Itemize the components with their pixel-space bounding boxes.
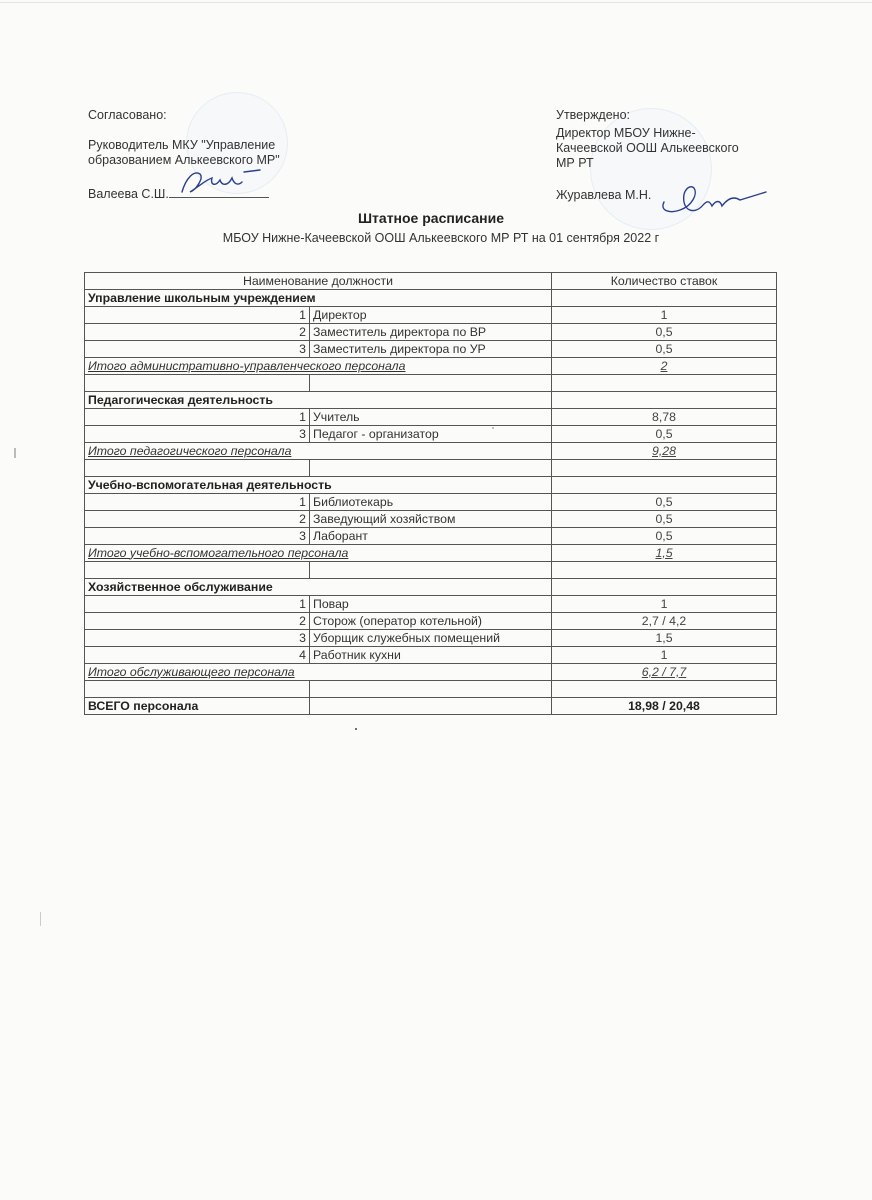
row-rate: 8,78	[552, 409, 777, 426]
approval-right-label: Утверждено:	[556, 108, 631, 122]
subtotal-label: Итого административно-управленческого персонала	[85, 358, 552, 375]
row-title: Заместитель директора по ВР	[310, 324, 552, 341]
row-rate: 0,5	[552, 426, 777, 443]
row-number: 2	[85, 324, 310, 341]
row-number: 3	[85, 630, 310, 647]
row-rate: 1	[552, 307, 777, 324]
row-number: 3	[85, 341, 310, 358]
section-title: Педагогическая деятельность	[85, 392, 552, 409]
subtotal-value: 2	[552, 358, 777, 375]
row-title: Лаборант	[310, 528, 552, 545]
row-rate: 1,5	[552, 630, 777, 647]
row-rate: 2,7 / 4,2	[552, 613, 777, 630]
row-title: Уборщик служебных помещений	[310, 630, 552, 647]
subtotal-label: Итого учебно-вспомогательного персонала	[85, 545, 552, 562]
row-number: 3	[85, 528, 310, 545]
approval-left-name: Валеева С.Ш.	[88, 187, 169, 201]
row-title: Повар	[310, 596, 552, 613]
header-rate: Количество ставок	[552, 273, 777, 290]
row-rate: 1	[552, 596, 777, 613]
grand-total-label: ВСЕГО персонала	[85, 698, 310, 715]
document-subtitle: МБОУ Нижне-Качеевской ООШ Алькеевского МР РТ на 01 сентября 2022 г	[222, 231, 660, 245]
row-number: 4	[85, 647, 310, 664]
row-title: Библиотекарь	[310, 494, 552, 511]
approval-left-label: Согласовано:	[88, 108, 167, 122]
row-rate: 0,5	[552, 341, 777, 358]
row-title: Заместитель директора по УР	[310, 341, 552, 358]
approval-right-position-2: Качеевской ООШ Алькеевского	[556, 141, 739, 155]
row-number: 1	[85, 307, 310, 324]
row-rate: 0,5	[552, 528, 777, 545]
row-title: Учитель	[310, 409, 552, 426]
row-rate: 1	[552, 647, 777, 664]
approval-right-name: Журавлева М.Н.	[556, 188, 652, 202]
row-title: Сторож (оператор котельной)	[310, 613, 552, 630]
row-title: Заведующий хозяйством	[310, 511, 552, 528]
row-title: Работник кухни	[310, 647, 552, 664]
header-position: Наименование должности	[85, 273, 552, 290]
row-number: 1	[85, 494, 310, 511]
approval-right-position-3: МР РТ	[556, 156, 594, 170]
row-rate: 0,5	[552, 494, 777, 511]
row-title: Педагог - организатор	[310, 426, 552, 443]
row-number: 1	[85, 409, 310, 426]
subtotal-label: Итого педагогического персонала	[85, 443, 552, 460]
approval-left-position-2: образованием Алькеевского МР"	[88, 153, 280, 167]
approval-right-position-1: Директор МБОУ Нижне-	[556, 126, 696, 140]
row-number: 3	[85, 426, 310, 443]
section-title: Управление школьным учреждением	[85, 290, 552, 307]
section-title: Учебно-вспомогательная деятельность	[85, 477, 552, 494]
subtotal-value: 1,5	[552, 545, 777, 562]
subtotal-value: 9,28	[552, 443, 777, 460]
row-rate: 0,5	[552, 324, 777, 341]
subtotal-value: 6,2 / 7,7	[552, 664, 777, 681]
row-number: 1	[85, 596, 310, 613]
row-number: 2	[85, 613, 310, 630]
section-title: Хозяйственное обслуживание	[85, 579, 552, 596]
row-number: 2	[85, 511, 310, 528]
subtotal-label: Итого обслуживающего персонала	[85, 664, 552, 681]
document-title: Штатное расписание	[357, 210, 505, 226]
row-rate: 0,5	[552, 511, 777, 528]
row-title: Директор	[310, 307, 552, 324]
grand-total-value: 18,98 / 20,48	[552, 698, 777, 715]
approval-left-position-1: Руководитель МКУ "Управление	[88, 138, 276, 152]
